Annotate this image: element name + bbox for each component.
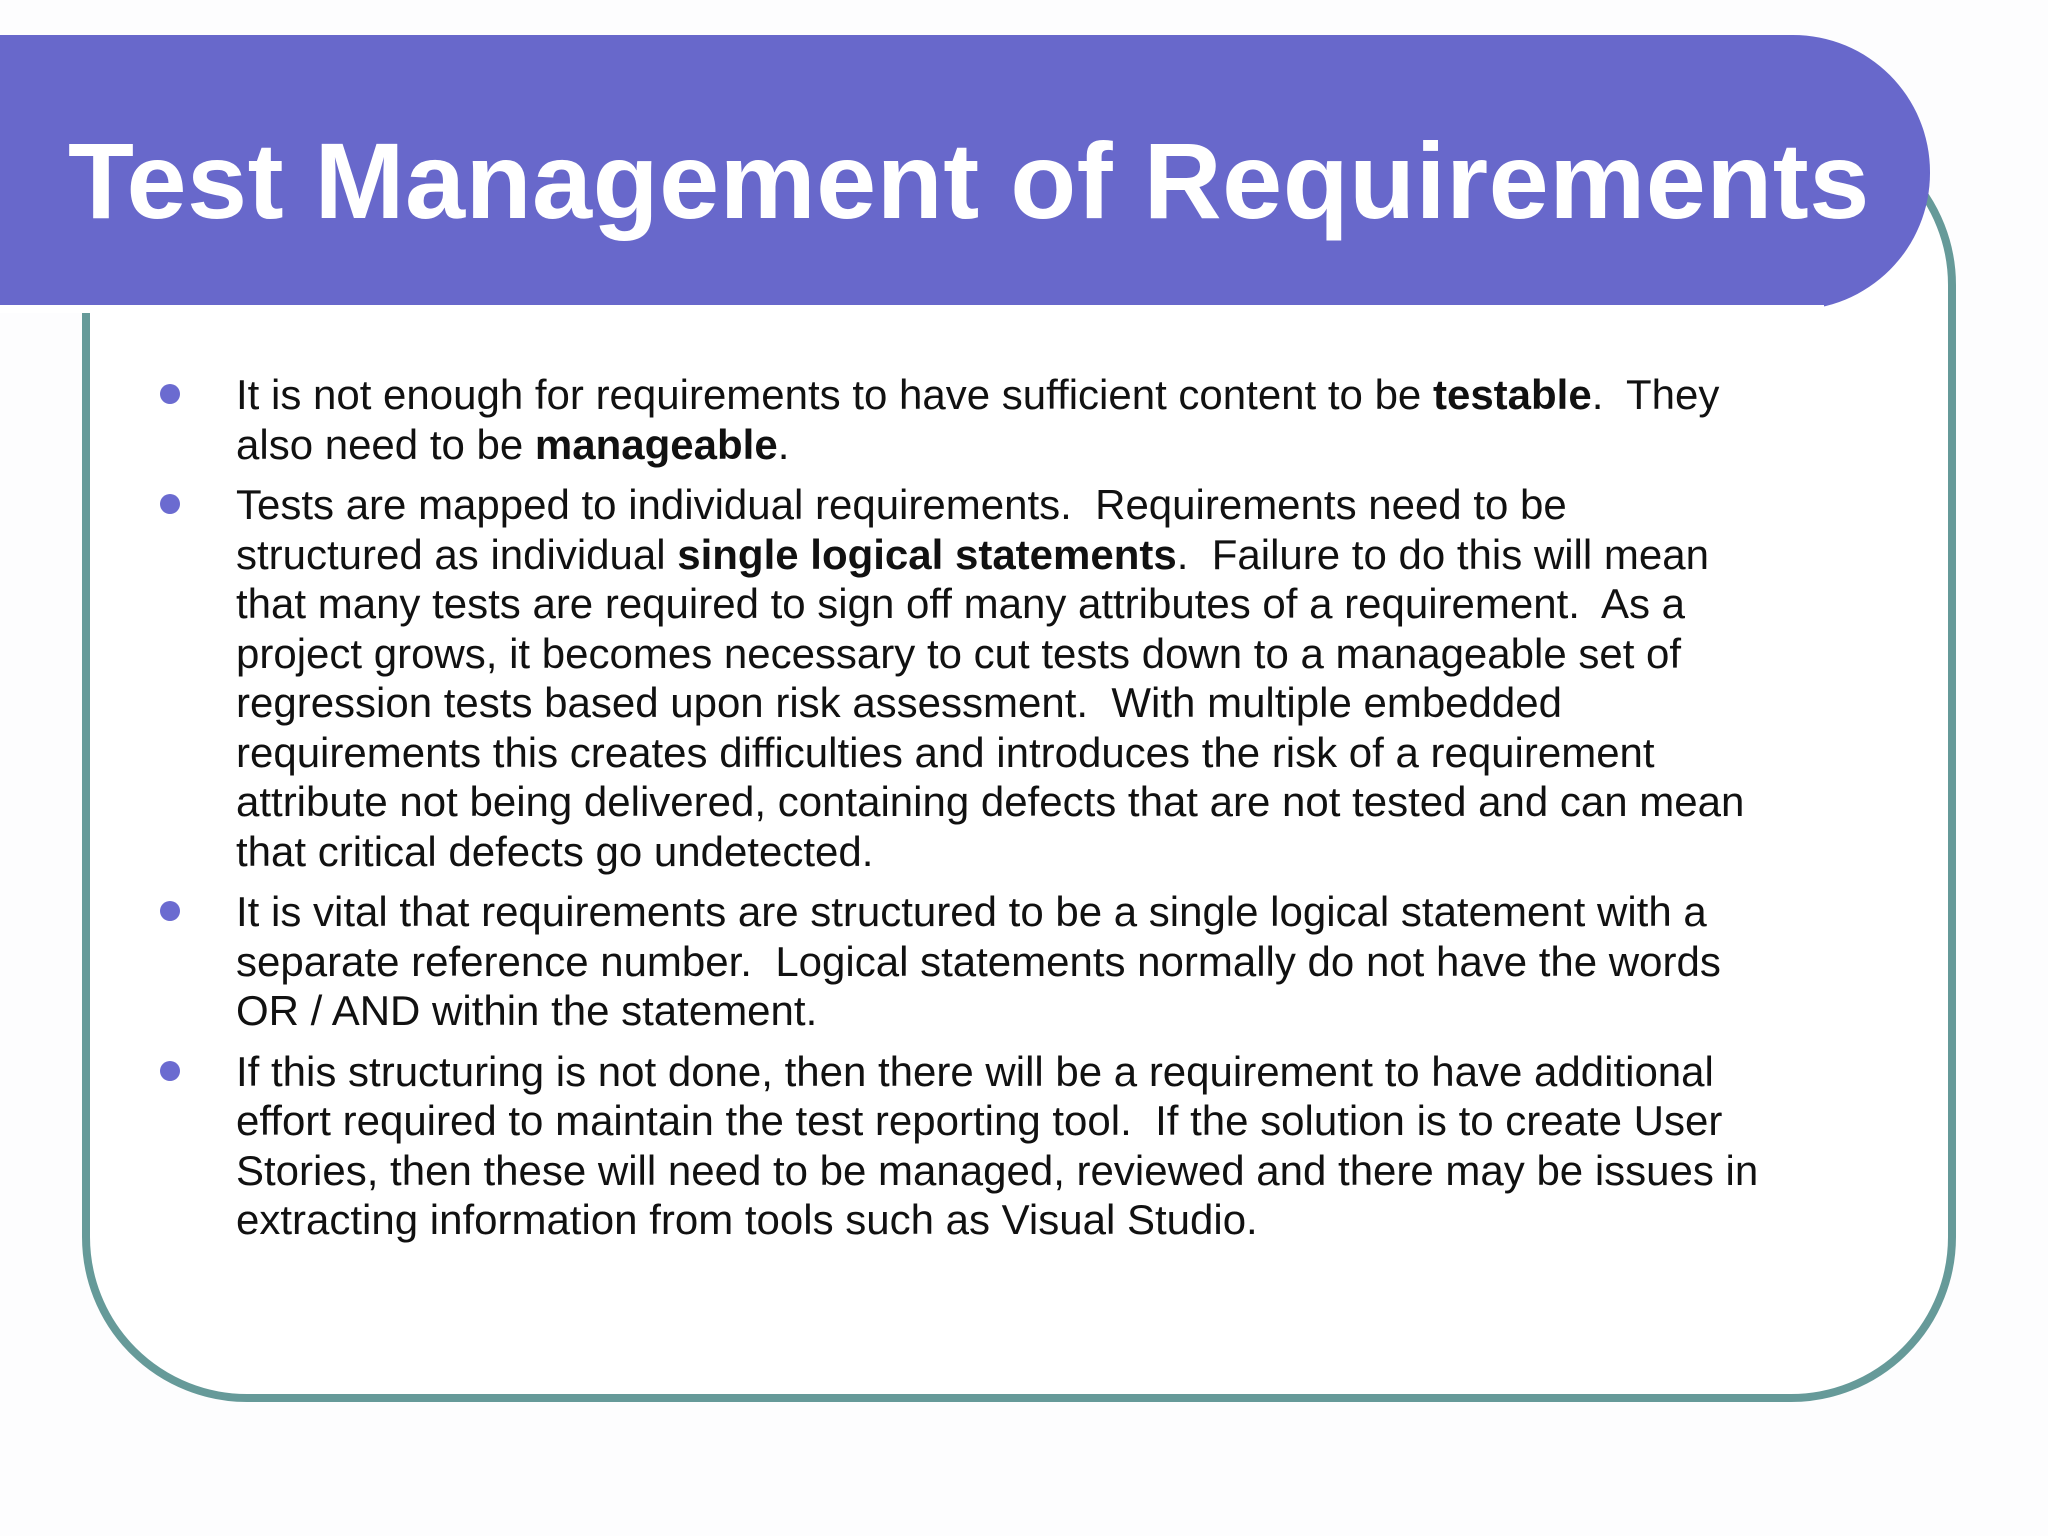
bullet-line: that critical defects go undetected. <box>236 827 874 875</box>
bullet-dot-icon <box>160 494 180 514</box>
title-underline <box>0 305 1824 313</box>
bullet-item <box>236 370 1916 469</box>
bullet-line: Tests are mapped to individual requirements. Requirements need to be <box>236 481 1567 528</box>
bullet-line: It is vital that requirements are structured to be a single logical statement with a <box>236 888 1707 935</box>
bullet-line: regression tests based upon risk assessment. With multiple embedded <box>236 679 1562 726</box>
bullet-line: requirements this creates difficulties and introduces the risk of a requirement <box>236 728 1655 776</box>
bullet-line: It is not enough for requirements to have sufficient content to be testable. They <box>236 371 1720 418</box>
bullet-line: also need to be manageable. <box>236 420 790 468</box>
bullet-line: that many tests are required to sign off many attributes of a requirement. As a <box>236 580 1685 627</box>
bullet-item <box>236 480 1916 876</box>
bullet-item <box>236 887 1916 1036</box>
bullet-dot-icon <box>160 384 180 404</box>
bullet-line: separate reference number. Logical statements normally do not have the words <box>236 937 1721 985</box>
bullet-dot-icon <box>160 1061 180 1081</box>
bullet-line: extracting information from tools such as Visual Studio. <box>236 1196 1258 1243</box>
bullet-line: effort required to maintain the test reporting tool. If the solution is to create User <box>236 1097 1723 1144</box>
bullet-dot-icon <box>160 901 180 921</box>
bullet-line: If this structuring is not done, then there will be a requirement to have additional <box>236 1047 1714 1095</box>
bullet-line: OR / AND within the statement. <box>236 987 818 1034</box>
bullet-item <box>236 1047 1916 1245</box>
bullet-line: project grows, it becomes necessary to cut tests down to a manageable set of <box>236 629 1682 677</box>
title-bar <box>0 35 1930 310</box>
slide-title: Test Management of Requirements <box>68 120 1870 241</box>
bullet-line: Stories, then these will need to be managed, reviewed and there may be issues in <box>236 1146 1759 1194</box>
bullet-line: attribute not being delivered, containing defects that are not tested and can mean <box>236 778 1745 825</box>
bullet-line: structured as individual single logical statements. Failure to do this will mean <box>236 530 1709 578</box>
bullet-list <box>236 370 1916 1256</box>
